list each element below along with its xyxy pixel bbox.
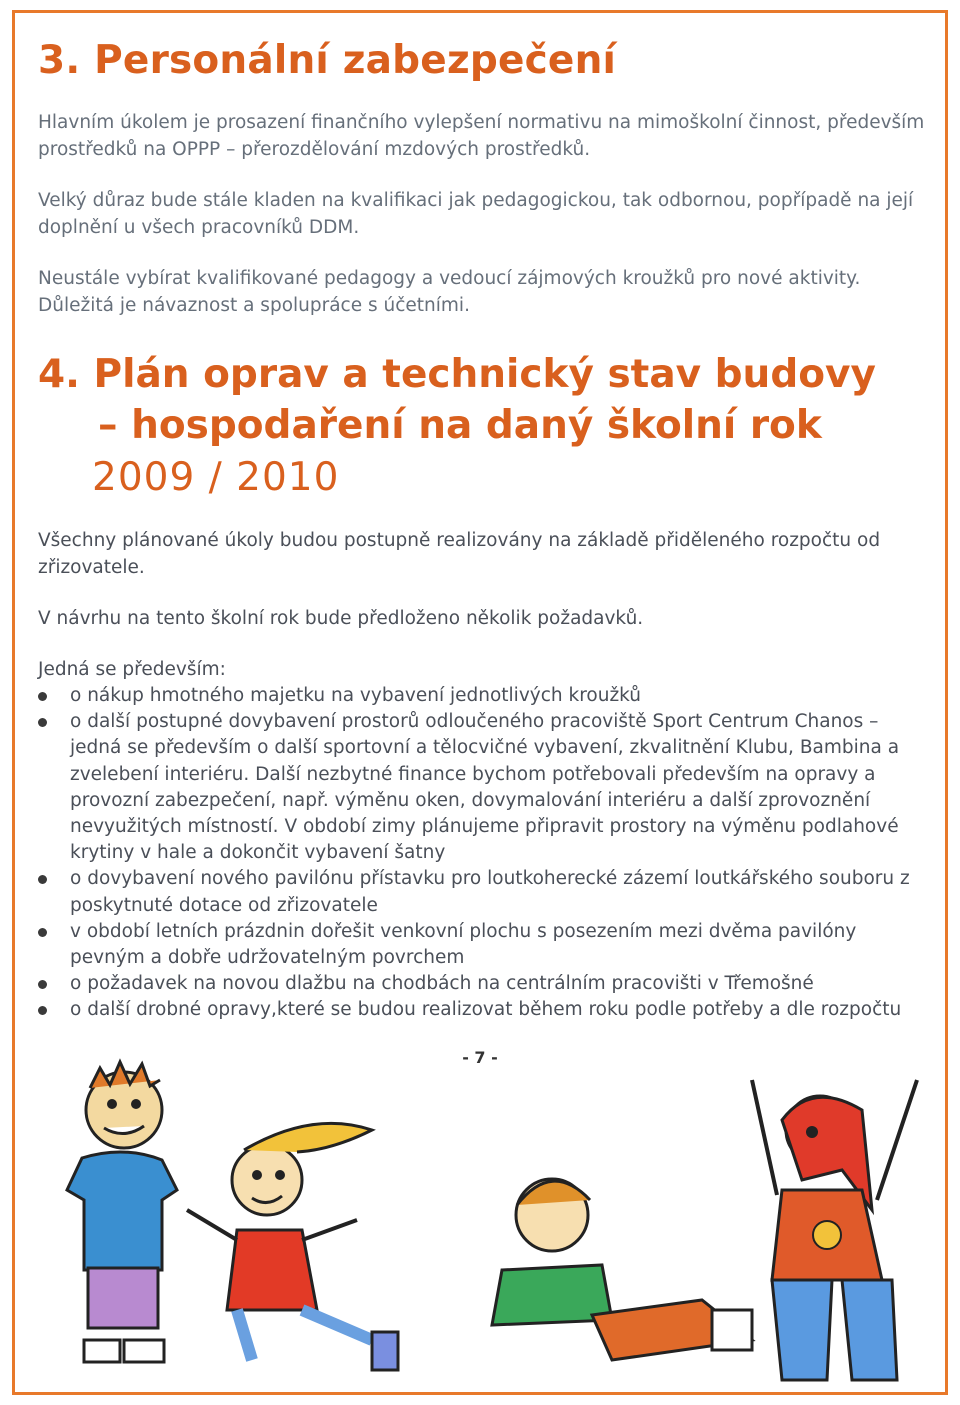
list-item: o požadavek na novou dlažbu na chodbách na centrálním pracovišti v Třemošné <box>38 971 930 997</box>
section4-paragraph-3: Jedná se především: <box>38 659 226 680</box>
list-item: o další drobné opravy,které se budou realizovat během roku podle potřeby a dle rozpočtu <box>38 997 930 1023</box>
bullet-icon <box>38 692 47 701</box>
section4-heading-line1: 4. Plán oprav a technický stav budovy <box>38 352 876 397</box>
bullet-icon <box>38 928 47 937</box>
requirements-list <box>38 683 930 1024</box>
cartoon-children-illustration <box>12 1040 948 1395</box>
section4-heading-line2: – hospodaření na daný školní rok <box>98 403 822 448</box>
section4-paragraph-1: Všechny plánované úkoly budou postupně realizovány na základě přiděleného rozpočtu od zřizovatele. <box>38 530 881 578</box>
section3-paragraph-1: Hlavním úkolem je prosazení finančního vylepšení normativu na mimoškolní činnost, především prostředků na OPPP – přerozdělování mzdových prostředků. <box>38 112 925 160</box>
bullet-icon <box>38 980 47 989</box>
section4-paragraph-2: V návrhu na tento školní rok bude předloženo několik požadavků. <box>38 608 644 629</box>
bullet-icon <box>38 1006 47 1015</box>
section3-paragraph-3: Neustále vybírat kvalifikované pedagogy a vedoucí zájmových kroužků pro nové aktivity. Důležitá je návaznost a spolupráce s účetními. <box>38 268 861 316</box>
list-item: o další postupné dovybavení prostorů odloučeného pracoviště Sport Centrum Chanos – jedná se především o další sportovní a tělocvičné vybavení, zkvalitnění Klubu, Bambina a zvelebení interiéru. Další nezbytné finance bychom potřebovali především na opravy a provozní zabezpečení, např. výměnu oken, dovymalování interiéru a další zprovoznění nevyužitých místností. V období zimy plánujeme připravit prostory na výměnu podlahové krytiny v hale a dokončit vybavení šatny <box>38 709 930 866</box>
list-item: o dovybavení nového pavilónu přístavku pro loutkoherecké zázemí loutkářského souboru z poskytnuté dotace od zřizovatele <box>38 866 930 918</box>
section3-paragraph-2: Velký důraz bude stále kladen na kvalifikaci jak pedagogickou, tak odbornou, popřípadě na její doplnění u všech pracovníků DDM. <box>38 190 914 238</box>
section3-heading: 3. Personální zabezpečení <box>38 38 617 83</box>
list-item: o nákup hmotného majetku na vybavení jednotlivých kroužků <box>38 683 930 709</box>
page-number: - 7 - <box>462 1048 498 1067</box>
section4-heading-year: 2009 / 2010 <box>92 455 340 500</box>
kid-middle-figure <box>187 1123 398 1370</box>
kid-left-figure <box>67 1062 177 1362</box>
bullet-icon <box>38 875 47 884</box>
bullet-icon <box>38 718 47 727</box>
kid-girl-figure <box>752 1080 917 1380</box>
kid-right-figure <box>492 1179 752 1360</box>
list-item: v období letních prázdnin dořešit venkovní plochu s posezením mezi dvěma pavilóny pevným a dobře udržovatelným povrchem <box>38 919 930 971</box>
